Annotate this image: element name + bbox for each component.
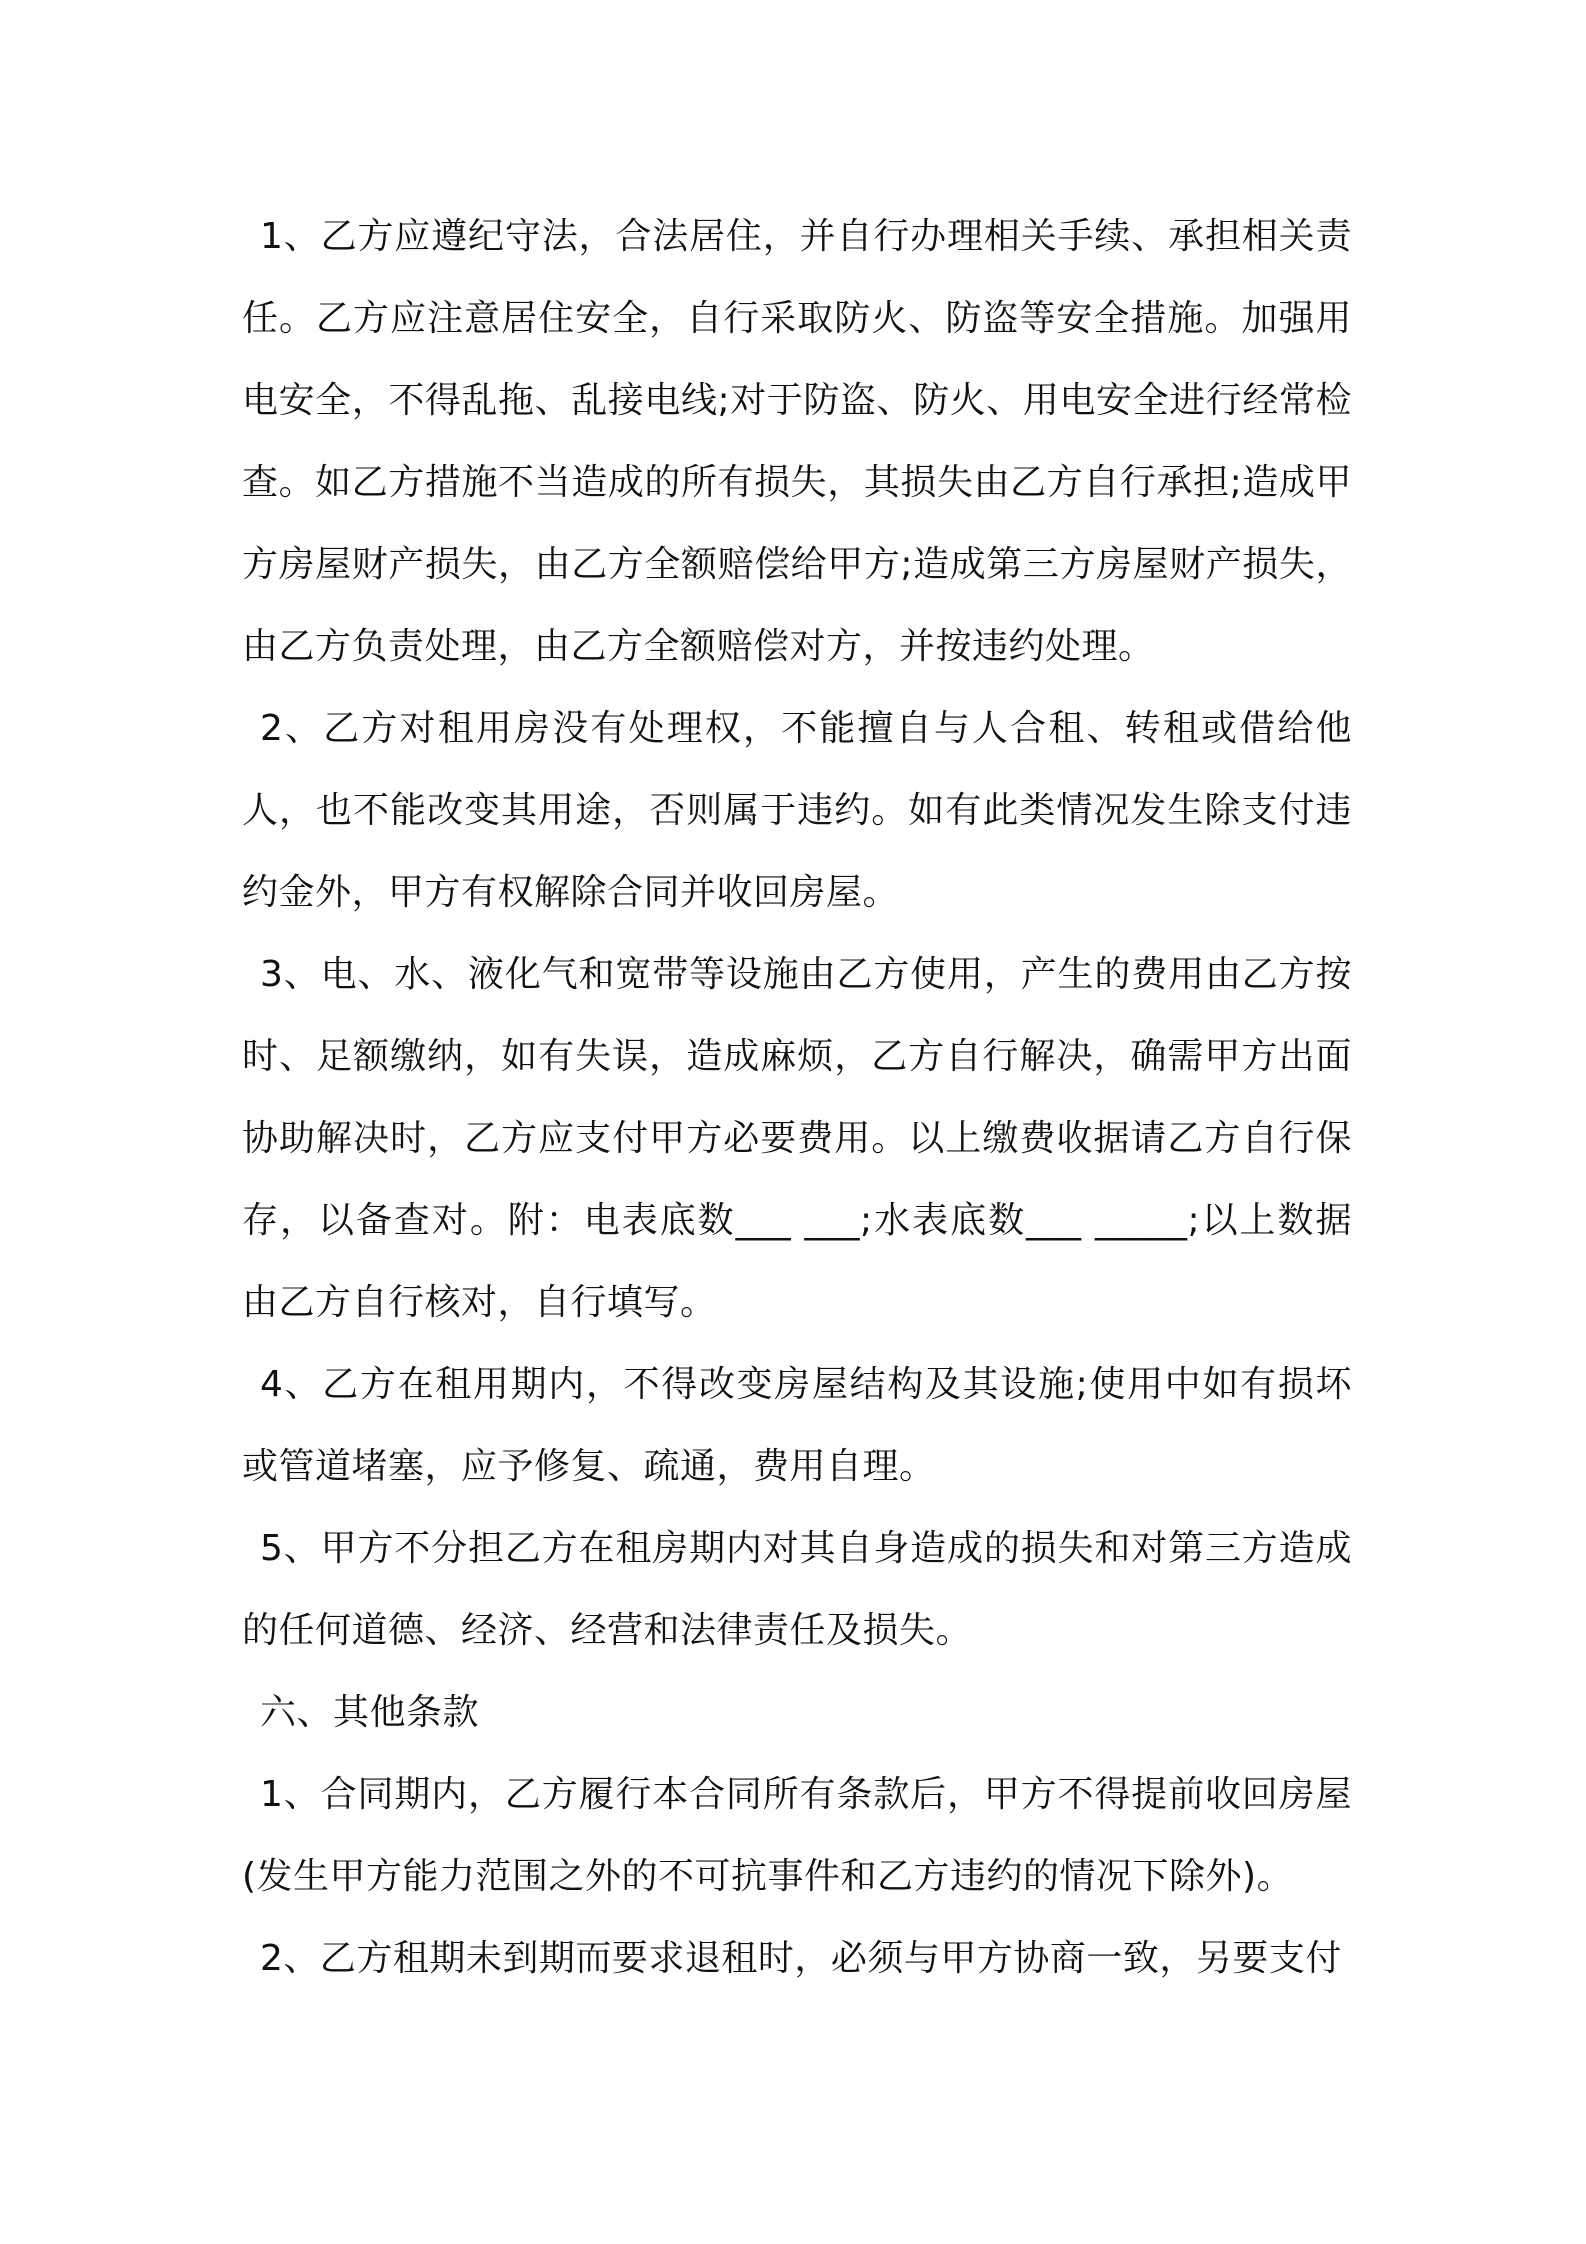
clause-1-paragraph: 1、乙方应遵纪守法，合法居住，并自行办理相关手续、承担相关责任。乙方应注意居住安全，自行采取防火、防盗等安全措施。加强用电安全，不得乱拖、乱接电线;对于防盗、防火、用电安全进行经常检查。如乙方措施不当造成的所有损失，其损失由乙方自行承担;造成甲方房屋财产损失，由乙方全额赔偿给甲方;造成第三方房屋财产损失，由乙方负责处理，由乙方全额赔偿对方，并按违约处理。 <box>242 216 1352 667</box>
clause-2-paragraph: 2、乙方对租用房没有处理权，不能擅自与人合租、转租或借给他人，也不能改变其用途，否则属于违约。如有此类情况发生除支付违约金外，甲方有权解除合同并收回房屋。 <box>242 708 1352 913</box>
section-heading: 六、其他条款 <box>260 1692 480 1733</box>
document-page <box>242 196 1352 2000</box>
other-clause-1-paragraph: 1、合同期内，乙方履行本合同所有条款后，甲方不得提前收回房屋(发生甲方能力范围之外的不可抗事件和乙方违约的情况下除外)。 <box>242 1774 1352 1897</box>
clause-5-paragraph: 5、甲方不分担乙方在租房期内对其自身造成的损失和对第三方造成的任何道德、经济、经营和法律责任及损失。 <box>242 1528 1352 1651</box>
clause-4-paragraph: 4、乙方在租用期内，不得改变房屋结构及其设施;使用中如有损坏或管道堵塞，应予修复、疏通，费用自理。 <box>242 1364 1352 1487</box>
other-clause-2-paragraph: 2、乙方租期未到期而要求退租时，必须与甲方协商一致，另要支付 <box>260 1938 1342 1979</box>
clause-3-paragraph: 3、电、水、液化气和宽带等设施由乙方使用，产生的费用由乙方按时、足额缴纳，如有失误，造成麻烦，乙方自行解决，确需甲方出面协助解决时，乙方应支付甲方必要费用。以上缴费收据请乙方自行保存，以备查对。附：电表底数___ ___;水表底数___ _____;以上数据由乙方自行核对，自行填写。 <box>242 954 1352 1323</box>
